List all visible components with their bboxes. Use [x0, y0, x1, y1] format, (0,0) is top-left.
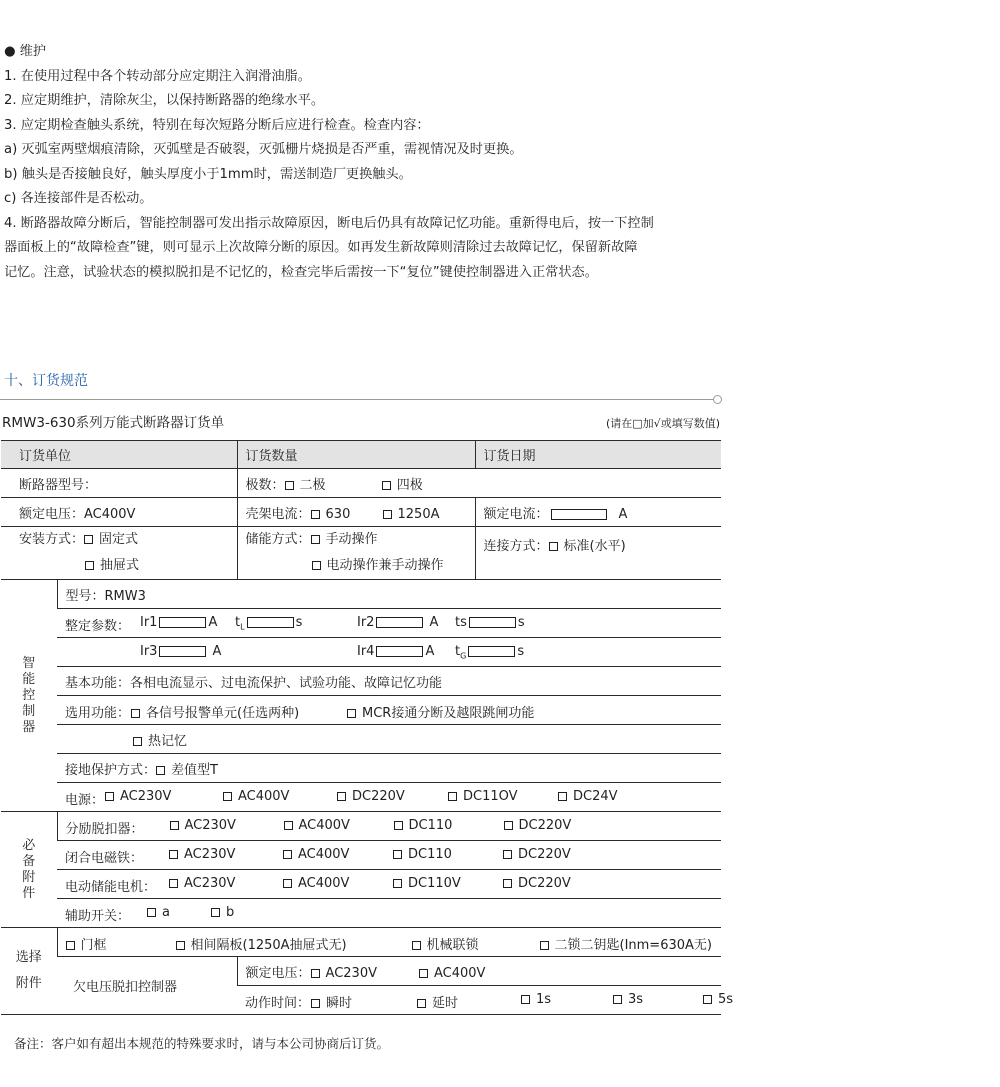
optional-thermal-checkbox[interactable]	[133, 737, 142, 746]
poles-label: 极数：	[245, 477, 285, 493]
controller-side-label: 智 能 控 制 器	[1, 580, 57, 812]
optional-acc-side-label: 选择 附件	[1, 928, 57, 1015]
power-ac230-checkbox[interactable]	[105, 792, 114, 801]
uv-instant-checkbox[interactable]	[311, 999, 320, 1008]
maintenance-line: 1. 在使用过程中各个转动部分应定期注入润滑油脂。	[4, 68, 311, 84]
motor-opt: DC110V	[408, 876, 461, 891]
aux-switch-label: 辅助开关：	[65, 909, 131, 924]
install-fixed-label: 固定式	[99, 532, 139, 547]
close-coil-label: 闭合电磁铁：	[65, 851, 144, 866]
power-dc220-checkbox[interactable]	[337, 792, 346, 801]
rated-current-label: 额定电流：	[483, 506, 549, 522]
form-title: RMW3-630系列万能式断路器订货单	[2, 415, 225, 431]
uv-ac230-checkbox[interactable]	[311, 969, 320, 978]
maintenance-section	[4, 40, 744, 285]
ir2-unit: A	[429, 615, 439, 630]
shunt-opt: DC220V	[518, 818, 572, 833]
ir1-unit: A	[208, 615, 218, 630]
opt-acc-label: 相间隔板(1250A抽屉式无)	[190, 938, 347, 953]
opt-acc-label: 机械联锁	[426, 938, 479, 953]
rated-current-unit: A	[618, 506, 628, 522]
accessories-side-label: 必 备 附 件	[1, 812, 57, 928]
tg-field[interactable]	[468, 646, 515, 657]
close-opt: DC110	[408, 847, 452, 862]
aux-opt: a	[162, 905, 170, 920]
maintenance-heading: ● 维护	[4, 44, 47, 59]
install-drawer-label: 抽屉式	[100, 558, 140, 573]
tl-label: $t_L$	[235, 615, 245, 632]
storage-electric-label: 电动操作兼手动操作	[326, 558, 444, 573]
aux-b-checkbox[interactable]	[211, 908, 220, 917]
shunt-opt: DC110	[408, 818, 453, 833]
uv-controller-label: 欠电压脱扣控制器	[57, 957, 237, 1015]
power-ac400-checkbox[interactable]	[223, 792, 232, 801]
motor-opt: AC400V	[298, 876, 350, 891]
ts-unit: s	[517, 615, 525, 630]
uv-delay-checkbox[interactable]	[417, 999, 426, 1008]
motor-dc110-checkbox[interactable]	[393, 879, 402, 888]
opt-acc-label: 门框	[80, 938, 107, 953]
motor-label: 电动储能电机：	[65, 880, 157, 895]
close-ac400-checkbox[interactable]	[283, 850, 292, 859]
poles-4-checkbox[interactable]	[382, 481, 391, 490]
uv-time-opt: 5s	[718, 992, 734, 1007]
connection-standard-label: 标准(水平)	[563, 539, 626, 554]
motor-ac400-checkbox[interactable]	[283, 879, 292, 888]
rated-voltage: 额定电压：AC400V	[1, 498, 237, 527]
ir1-label: Ir1	[140, 615, 158, 630]
power-label: 电源：	[65, 793, 105, 808]
maintenance-line: b) 触头是否接触良好，触头厚度小于1mm时，需送制造厂更换触头。	[4, 166, 412, 182]
storage-manual-checkbox[interactable]	[311, 535, 320, 544]
maintenance-line: 2. 应定期维护，清除灰尘，以保持断路器的绝缘水平。	[4, 93, 325, 108]
storage-manual-label: 手动操作	[325, 532, 378, 547]
close-dc220-checkbox[interactable]	[503, 850, 512, 859]
optional-alarm-checkbox[interactable]	[131, 709, 140, 718]
ir3-label: Ir3	[140, 644, 158, 659]
optional-mcr-checkbox[interactable]	[347, 709, 356, 718]
install-fixed-checkbox[interactable]	[84, 535, 93, 544]
uv-time-label: 动作时间：	[245, 996, 311, 1011]
shunt-dc110-checkbox[interactable]	[394, 821, 403, 830]
section-divider	[0, 399, 714, 400]
power-opt: AC230V	[120, 789, 172, 804]
uv-time-opt: 3s	[628, 992, 644, 1007]
power-opt: AC400V	[238, 789, 290, 804]
maintenance-line: a) 灭弧室两壁烟痕清除，灭弧壁是否破裂，灭弧栅片烧损是否严重，需视情况及时更换。	[4, 142, 523, 157]
maintenance-line: c) 各连接部件是否松动。	[4, 191, 153, 206]
optional-alarm-label: 各信号报警单元(任选两种)	[146, 706, 300, 721]
rated-current-field[interactable]	[551, 509, 607, 520]
close-ac230-checkbox[interactable]	[169, 850, 178, 859]
ir4-field[interactable]	[376, 646, 423, 657]
optional-func-label: 选用功能：	[65, 706, 131, 721]
install-drawer-checkbox[interactable]	[85, 561, 94, 570]
ts-label: ts	[455, 615, 467, 630]
shunt-ac230-checkbox[interactable]	[170, 821, 179, 830]
shunt-label: 分励脱扣器：	[65, 822, 144, 837]
aux-a-checkbox[interactable]	[147, 908, 156, 917]
shunt-ac400-checkbox[interactable]	[284, 821, 293, 830]
frame-1250-checkbox[interactable]	[383, 510, 392, 519]
connection-label: 连接方式：	[483, 539, 549, 554]
divider-end-circle-icon	[713, 395, 722, 404]
tl-unit: s	[295, 615, 303, 630]
motor-dc220-checkbox[interactable]	[503, 879, 512, 888]
frame-630-label: 630	[325, 506, 351, 522]
ir2-field[interactable]	[376, 617, 423, 628]
ir4-unit: A	[425, 644, 435, 659]
maintenance-line: 记忆。注意，试验状态的模拟脱扣是不记忆的，检查完毕后需按一下“复位”键使控制器进入正常状态。	[4, 264, 598, 280]
frame-current-label: 壳架电流：	[245, 506, 311, 522]
power-dc24-checkbox[interactable]	[558, 792, 567, 801]
connection-standard-checkbox[interactable]	[549, 542, 558, 551]
ir3-unit: A	[212, 644, 222, 659]
close-opt: AC400V	[298, 847, 350, 862]
uv-ac400-checkbox[interactable]	[419, 969, 428, 978]
ir4-label: Ir4	[357, 644, 375, 659]
shunt-dc220-checkbox[interactable]	[504, 821, 513, 830]
uv-voltage-label: 额定电压：	[245, 965, 311, 981]
uv-time-opt: 1s	[536, 992, 552, 1007]
ir2-label: Ir2	[357, 615, 375, 630]
frame-1250-label: 1250A	[397, 506, 440, 522]
uv-5s-checkbox[interactable]	[703, 995, 712, 1004]
uv-1s-checkbox[interactable]	[521, 995, 530, 1004]
optional-mcr-label: MCR接通分断及越限跳闸功能	[362, 706, 535, 721]
motor-opt: AC230V	[184, 876, 236, 891]
tg-unit: s	[517, 644, 525, 659]
uv-voltage-opt: AC230V	[325, 965, 377, 981]
poles-2-checkbox[interactable]	[285, 481, 294, 490]
frame-630-checkbox[interactable]	[311, 510, 320, 519]
header-order-qty: 订货数量	[237, 441, 475, 469]
uv-time-opt: 延时	[432, 996, 459, 1011]
maintenance-line: 3. 应定期检查触头系统，特别在每次短路分断后应进行检查。检查内容：	[4, 117, 430, 133]
uv-time-opt: 瞬时	[326, 996, 353, 1011]
mech-interlock-checkbox[interactable]	[412, 941, 421, 950]
optional-thermal-label: 热记忆	[148, 733, 188, 749]
ground-diff-label: 差值型T	[171, 762, 218, 778]
power-opt: DC24V	[573, 789, 618, 804]
poles-2-label: 二极	[299, 477, 326, 493]
phase-barrier-checkbox[interactable]	[176, 941, 185, 950]
form-hint: (请在□加√或填写数值)	[606, 417, 720, 430]
ts-field[interactable]	[469, 617, 516, 628]
ir1-field[interactable]	[159, 617, 206, 628]
motor-ac230-checkbox[interactable]	[169, 879, 178, 888]
ground-label: 接地保护方式：	[65, 762, 157, 778]
storage-electric-checkbox[interactable]	[312, 561, 321, 570]
power-opt: DC220V	[352, 789, 405, 804]
power-opt: DC11OV	[463, 789, 518, 804]
controller-model: 型号：RMW3	[57, 580, 721, 609]
footnote: 备注：客户如有超出本规范的特殊要求时，请与本公司协商后订货。	[14, 1036, 390, 1051]
tl-field[interactable]	[247, 617, 294, 628]
uv-voltage-opt: AC400V	[433, 965, 486, 981]
ir3-field[interactable]	[159, 646, 206, 657]
maintenance-line: 器面板上的“故障检查”键，则可显示上次故障分断的原因。如再发生新故障则清除过去故障记忆，保留新故障	[4, 240, 638, 255]
opt-acc-label: 二锁二钥匙(Inm=630A无)	[554, 938, 712, 953]
header-order-unit: 订货单位	[1, 441, 237, 469]
storage-label: 储能方式：	[245, 532, 311, 547]
uv-3s-checkbox[interactable]	[613, 995, 622, 1004]
section-title: 十、订货规范	[4, 373, 88, 389]
header-order-date: 订货日期	[475, 441, 721, 469]
poles-4-label: 四极	[396, 477, 423, 493]
close-dc110-checkbox[interactable]	[393, 850, 402, 859]
order-form-table	[1, 440, 734, 1015]
shunt-opt: AC230V	[184, 818, 236, 833]
basic-functions: 基本功能：各相电流显示、过电流保护、试验功能、故障记忆功能	[57, 667, 721, 696]
shunt-opt: AC400V	[298, 818, 350, 833]
close-opt: DC220V	[518, 847, 571, 862]
door-frame-checkbox[interactable]	[66, 941, 75, 950]
close-opt: AC230V	[184, 847, 236, 862]
tg-label: $t_G$	[455, 644, 467, 661]
aux-opt: b	[226, 905, 235, 920]
lock-key-checkbox[interactable]	[540, 941, 549, 950]
motor-opt: DC220V	[518, 876, 571, 891]
power-dc110-checkbox[interactable]	[448, 792, 457, 801]
install-label: 安装方式：	[19, 532, 85, 547]
maintenance-line: 4. 断路器故障分断后，智能控制器可发出指示故障原因，断电后仍具有故障记忆功能。重新得电后，按一下控制	[4, 215, 654, 231]
ground-diff-checkbox[interactable]	[156, 766, 165, 775]
setting-label: 整定参数：	[65, 619, 131, 634]
model-label: 断路器型号：	[1, 469, 237, 498]
